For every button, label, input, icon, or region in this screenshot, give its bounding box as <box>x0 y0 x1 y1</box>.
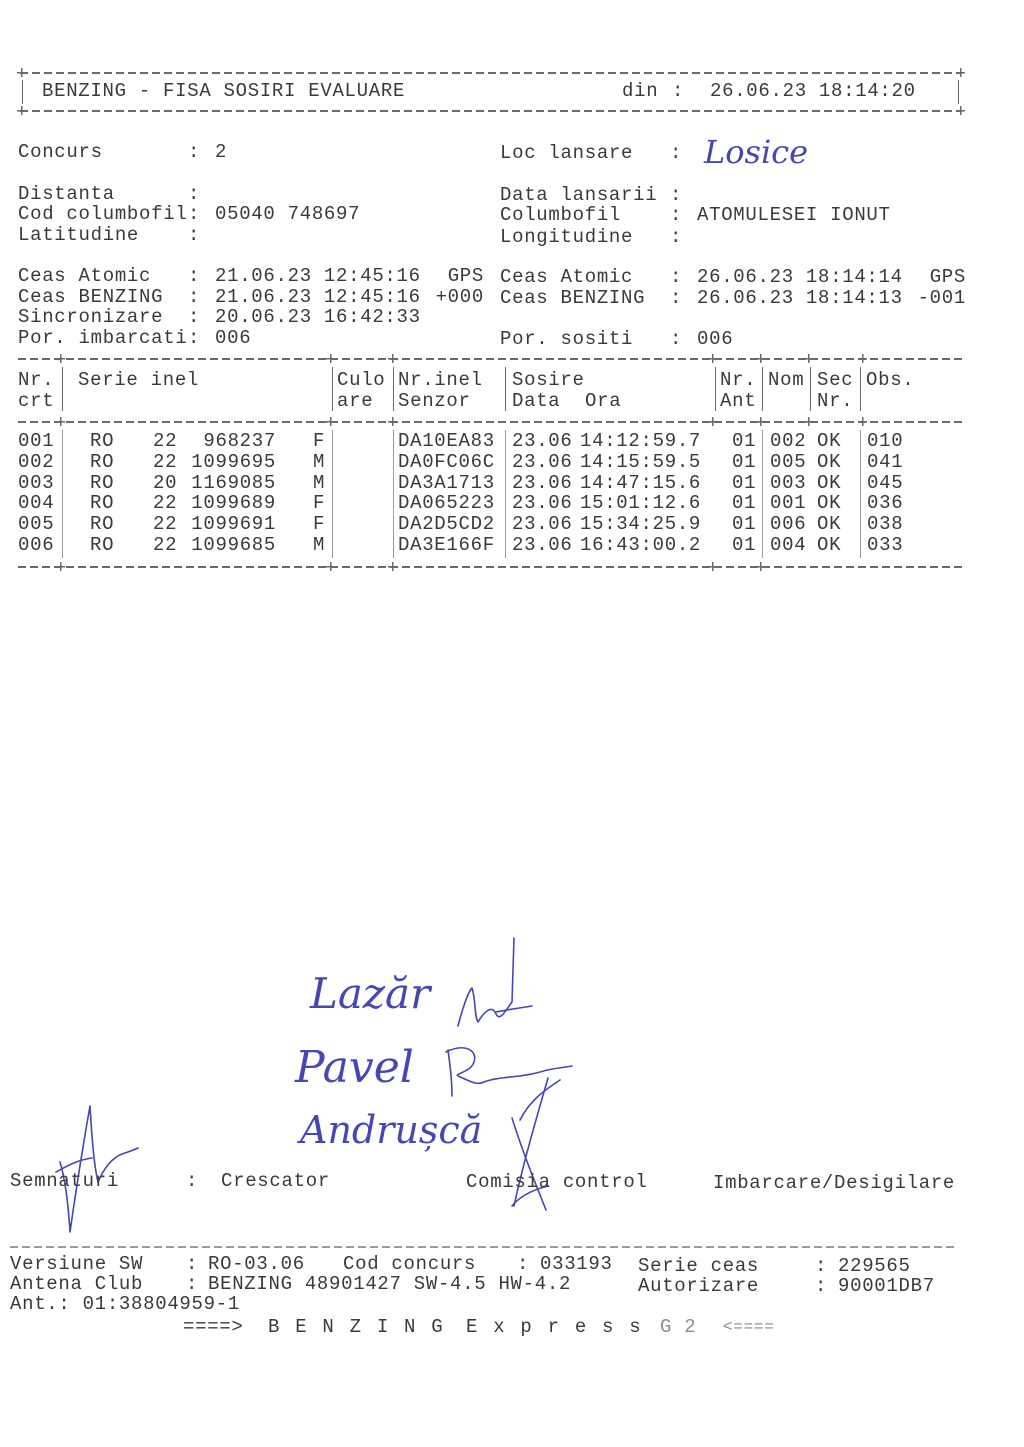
field-sep: : <box>670 266 683 288</box>
pigeon-sex: M <box>313 534 326 556</box>
arrival-time: 15:01:12.6 <box>580 492 702 515</box>
row-number: 003 <box>18 471 55 494</box>
ring-number: 1099695 <box>191 450 276 473</box>
ring-year: 22 <box>153 450 178 473</box>
field-value: 26.06.23 18:14:14 <box>697 266 903 288</box>
signature-comisia-control: Comisia control <box>466 1171 648 1193</box>
row-number: 002 <box>18 450 55 473</box>
banner-right-arrow: <==== <box>723 1318 775 1336</box>
antenna-number: 01 <box>732 513 757 536</box>
signature-crescator: Crescator <box>221 1170 330 1192</box>
row-number: 001 <box>18 430 55 452</box>
junction-mark <box>756 354 765 363</box>
junction-mark <box>56 354 65 363</box>
row-number: 004 <box>18 492 55 515</box>
field-label: Longitudine <box>500 226 634 248</box>
signatures-sep: : <box>186 1170 199 1192</box>
field-sep: : <box>188 203 201 225</box>
header-left-border <box>22 80 23 104</box>
field-suffix: GPS <box>447 265 484 287</box>
footer-sep: : <box>186 1253 199 1275</box>
field-ceas-atomic-start <box>18 266 484 286</box>
field-label: Ceas BENZING <box>500 287 646 309</box>
observation: 041 <box>867 450 904 473</box>
ring-number: 968237 <box>203 430 276 452</box>
pigeon-sex: M <box>313 450 326 473</box>
field-sep: : <box>670 142 683 164</box>
field-label: Data lansarii <box>500 184 658 206</box>
security-status: OK <box>817 513 842 536</box>
field-suffix: -001 <box>917 287 966 309</box>
arrival-time: 14:12:59.7 <box>580 430 702 452</box>
col-header-culoare: Culo <box>337 369 386 391</box>
handwritten-signature-name: Andrușcă <box>300 1108 483 1152</box>
junction-mark <box>858 354 867 363</box>
junction-mark <box>326 562 335 571</box>
signature-scrawls <box>0 920 620 1250</box>
table-row <box>0 452 1024 472</box>
junction-mark <box>326 354 335 363</box>
arrival-time: 16:43:00.2 <box>580 534 702 556</box>
field-value: 26.06.23 18:14:13 <box>697 287 903 309</box>
print-date-value: 26.06.23 18:14:20 <box>710 80 916 102</box>
field-value: ATOMULESEI IONUT <box>697 204 891 226</box>
field-label: Latitudine <box>18 224 140 246</box>
table-bottom-rule <box>18 566 962 568</box>
banner-left-arrow: ====> <box>183 1316 244 1338</box>
field-value: 05040 748697 <box>215 203 361 225</box>
pigeon-sex: F <box>313 492 326 515</box>
table-row <box>0 431 1024 451</box>
ring-number: 1099691 <box>191 513 276 536</box>
col-header-serie-inel: Serie inel <box>78 369 200 391</box>
security-status: OK <box>817 450 842 473</box>
footer-sep: : <box>517 1253 530 1275</box>
ring-year: 22 <box>153 534 178 556</box>
field-label: Ceas Atomic <box>500 266 634 288</box>
ring-year: 22 <box>153 513 178 536</box>
document-title: BENZING - FISA SOSIRI EVALUARE <box>42 80 406 102</box>
col-header-obs: Obs. <box>866 369 915 391</box>
field-sincronizare <box>18 307 484 327</box>
junction-mark <box>17 68 26 77</box>
authorization-value: 90001DB7 <box>838 1275 935 1297</box>
race-code-label: Cod concurs <box>343 1253 477 1275</box>
antenna-number: 01 <box>732 492 757 515</box>
nomination-number: 006 <box>770 513 807 536</box>
field-sep: : <box>188 306 201 328</box>
field-value: 006 <box>697 328 734 350</box>
ring-country: RO <box>90 492 115 515</box>
junction-mark <box>388 417 397 426</box>
sensor-ring-id: DA2D5CD2 <box>398 513 495 536</box>
field-sep: : <box>188 286 201 308</box>
table-row <box>0 493 1024 513</box>
field-por-imbarcati <box>18 328 484 348</box>
pigeon-sex: F <box>313 513 326 536</box>
ring-country: RO <box>90 430 115 452</box>
col-header-nom: Nom <box>768 369 805 391</box>
nomination-number: 002 <box>770 430 807 452</box>
field-data-lansarii <box>500 185 966 205</box>
field-sep: : <box>188 327 201 349</box>
pigeon-sex: F <box>313 430 326 452</box>
junction-mark <box>956 106 965 115</box>
sensor-ring-id: DA0FC06C <box>398 450 495 473</box>
ring-number: 1169085 <box>191 471 276 494</box>
ring-year: 22 <box>153 430 178 452</box>
sensor-ring-id: DA3A1713 <box>398 471 495 494</box>
header-right-border <box>958 80 959 104</box>
arrival-time: 15:34:25.9 <box>580 513 702 536</box>
arrival-date: 23.06 <box>512 492 573 515</box>
field-columbofil <box>500 205 966 225</box>
field-value: 21.06.23 12:45:16 <box>215 265 421 287</box>
field-ceas-atomic-end <box>500 267 966 287</box>
table-top-rule <box>18 358 962 360</box>
pigeon-sex: M <box>313 471 326 494</box>
column-separator <box>62 367 63 411</box>
arrival-date: 23.06 <box>512 513 573 536</box>
antenna-number: 01 <box>732 430 757 452</box>
junction-mark <box>708 354 717 363</box>
handwritten-signature-name: Lazăr <box>310 969 431 1018</box>
table-row <box>0 514 1024 534</box>
banner-product: E x p r e s s <box>466 1316 643 1338</box>
banner-model: G 2 <box>660 1316 697 1338</box>
column-separator <box>505 367 506 411</box>
field-sep: : <box>670 204 683 226</box>
col-header-nr-inel: Nr.inel <box>398 369 483 391</box>
footer-sep: : <box>815 1275 828 1297</box>
junction-mark <box>17 106 26 115</box>
field-cod-columbofil <box>18 204 484 224</box>
table-header-rule <box>18 421 962 423</box>
col-header-crt: crt <box>18 390 55 412</box>
antenna-id: Ant.: 01:38804959-1 <box>10 1293 240 1315</box>
junction-mark <box>56 562 65 571</box>
nomination-number: 001 <box>770 492 807 515</box>
junction-mark <box>388 354 397 363</box>
field-ceas-benzing-start <box>18 287 484 307</box>
clock-serial-value: 229565 <box>838 1255 911 1277</box>
footer-rule <box>10 1246 958 1248</box>
col-header-data: Data <box>512 390 561 412</box>
nomination-number: 004 <box>770 534 807 556</box>
sensor-ring-id: DA3E166F <box>398 534 495 556</box>
field-ceas-benzing-end <box>500 288 966 308</box>
col-header-nr-ant: Nr. <box>720 369 757 391</box>
field-label: Loc lansare <box>500 142 634 164</box>
column-separator <box>810 367 811 411</box>
junction-mark <box>708 417 717 426</box>
antenna-club-value: BENZING 48901427 SW-4.5 HW-4.2 <box>208 1273 572 1295</box>
signature-scrawl <box>56 1106 138 1232</box>
footer-sep: : <box>815 1255 828 1277</box>
column-separator <box>762 367 763 411</box>
field-sep: : <box>670 184 683 206</box>
field-sep: : <box>188 141 201 163</box>
header-top-rule <box>20 72 962 74</box>
field-sep: : <box>670 287 683 309</box>
column-separator <box>332 367 333 411</box>
software-version-label: Versiune SW <box>10 1253 144 1275</box>
antenna-number: 01 <box>732 471 757 494</box>
sensor-ring-id: DA10EA83 <box>398 430 495 452</box>
security-status: OK <box>817 492 842 515</box>
column-separator <box>715 367 716 411</box>
arrival-date: 23.06 <box>512 430 573 452</box>
banner-brand: B E N Z I N G <box>268 1316 445 1338</box>
field-latitudine <box>18 225 484 245</box>
security-status: OK <box>817 430 842 452</box>
column-separator <box>860 367 861 411</box>
ring-year: 22 <box>153 492 178 515</box>
field-label: Ceas BENZING <box>18 286 164 308</box>
col-header-ant: Ant <box>720 390 757 412</box>
footer-sep: : <box>186 1273 199 1295</box>
handwritten-signature-name: Pavel <box>295 1042 414 1093</box>
authorization-label: Autorizare <box>638 1275 760 1297</box>
junction-mark <box>56 417 65 426</box>
ring-country: RO <box>90 450 115 473</box>
field-value: 20.06.23 16:42:33 <box>215 306 421 328</box>
clock-serial-label: Serie ceas <box>638 1255 760 1277</box>
field-label: Cod columbofil <box>18 203 188 225</box>
sensor-ring-id: DA065223 <box>398 492 495 515</box>
field-label: Ceas Atomic <box>18 265 152 287</box>
field-suffix: +000 <box>435 286 484 308</box>
nomination-number: 003 <box>770 471 807 494</box>
antenna-number: 01 <box>732 534 757 556</box>
arrival-time: 14:47:15.6 <box>580 471 702 494</box>
col-header-sosire: Sosire <box>512 369 585 391</box>
column-separator <box>393 367 394 411</box>
field-sep: : <box>188 265 201 287</box>
col-header-senzor: Senzor <box>398 390 471 412</box>
arrival-time: 14:15:59.5 <box>580 450 702 473</box>
field-sep: : <box>670 226 683 248</box>
junction-mark <box>708 562 717 571</box>
software-version-value: RO-03.06 <box>208 1253 305 1275</box>
antenna-club-label: Antena Club <box>10 1273 144 1295</box>
junction-mark <box>858 417 867 426</box>
field-label: Concurs <box>18 141 103 163</box>
ring-number: 1099689 <box>191 492 276 515</box>
observation: 010 <box>867 430 904 452</box>
signature-scrawl <box>446 1048 572 1096</box>
table-row <box>0 473 1024 493</box>
junction-mark <box>756 562 765 571</box>
field-label: Sincronizare <box>18 306 164 328</box>
arrival-date: 23.06 <box>512 450 573 473</box>
field-sep: : <box>670 328 683 350</box>
observation: 038 <box>867 513 904 536</box>
field-label: Columbofil <box>500 204 622 226</box>
print-date-sep: : <box>672 80 685 102</box>
col-header-sec-nr: Nr. <box>817 390 854 412</box>
signature-scrawl <box>458 938 532 1026</box>
ring-number: 1099685 <box>191 534 276 556</box>
observation: 045 <box>867 471 904 494</box>
junction-mark <box>388 562 397 571</box>
field-distanta <box>18 184 484 204</box>
col-header-nr: Nr. <box>18 369 55 391</box>
field-value: 006 <box>215 327 252 349</box>
field-label: Por. imbarcati <box>18 327 188 349</box>
field-value: 2 <box>215 141 228 163</box>
field-sep: : <box>188 224 201 246</box>
antenna-number: 01 <box>732 450 757 473</box>
ring-country: RO <box>90 534 115 556</box>
col-header-culoare-2: are <box>337 390 374 412</box>
signature-imbarcare: Imbarcare/Desigilare <box>713 1172 956 1194</box>
field-label: Por. sositi <box>500 328 634 350</box>
print-date-label: din <box>622 80 659 102</box>
row-number: 006 <box>18 534 55 556</box>
header-bottom-rule <box>20 110 962 112</box>
nomination-number: 005 <box>770 450 807 473</box>
col-header-sec: Sec <box>817 369 854 391</box>
handwritten-release-location: Losice <box>704 133 809 171</box>
observation: 036 <box>867 492 904 515</box>
field-sep: : <box>188 183 201 205</box>
security-status: OK <box>817 471 842 494</box>
junction-mark <box>804 354 813 363</box>
col-header-ora: Ora <box>585 390 622 412</box>
table-row <box>0 535 1024 555</box>
field-por-sositi <box>500 329 966 349</box>
row-number: 005 <box>18 513 55 536</box>
field-longitudine <box>500 227 966 247</box>
security-status: OK <box>817 534 842 556</box>
junction-mark <box>804 417 813 426</box>
observation: 033 <box>867 534 904 556</box>
race-code-value: 033193 <box>540 1253 613 1275</box>
ring-year: 20 <box>153 471 178 494</box>
arrival-date: 23.06 <box>512 471 573 494</box>
ring-country: RO <box>90 471 115 494</box>
field-concurs <box>18 142 484 162</box>
field-label: Distanta <box>18 183 115 205</box>
field-suffix: GPS <box>929 266 966 288</box>
arrival-date: 23.06 <box>512 534 573 556</box>
ring-country: RO <box>90 513 115 536</box>
junction-mark <box>956 68 965 77</box>
field-value: 21.06.23 12:45:16 <box>215 286 421 308</box>
signatures-label: Semnaturi <box>10 1170 119 1192</box>
junction-mark <box>326 417 335 426</box>
junction-mark <box>756 417 765 426</box>
